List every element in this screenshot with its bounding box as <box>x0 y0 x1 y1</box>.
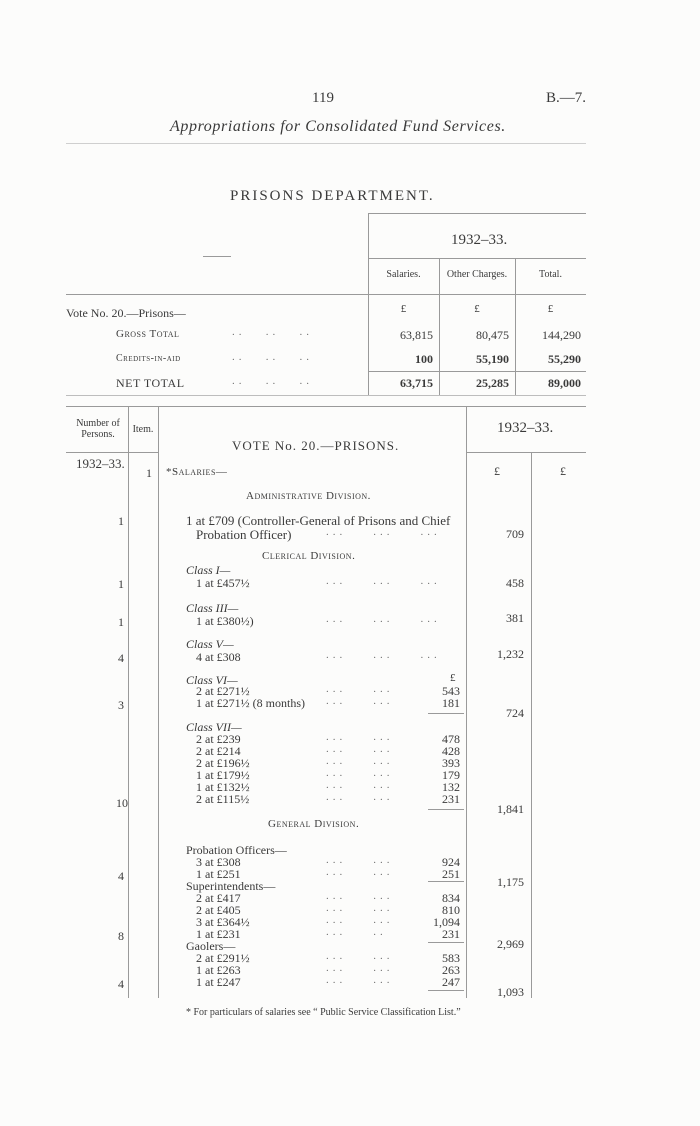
summary-col-salaries: Salaries. <box>386 269 421 280</box>
class-amount: 1,841 <box>497 802 524 816</box>
line-value: 132 <box>442 780 460 794</box>
summary-cell: 89,000 <box>548 376 581 390</box>
detail-year: 1932–33. <box>497 420 554 436</box>
summary-bottom-rule <box>66 395 586 396</box>
page-reference: B.—7. <box>546 90 587 106</box>
class-line: 1 at £132½ <box>196 780 250 794</box>
admin-division-heading: Administrative Division. <box>246 490 371 502</box>
class-persons: 4 <box>118 977 124 991</box>
detail-divider-item <box>158 406 159 998</box>
class-heading: Class VI— <box>186 673 238 687</box>
line-value: 810 <box>442 903 460 917</box>
class-amount: 724 <box>506 706 524 720</box>
class-line: 1 at £231 <box>196 927 241 941</box>
detail-head-rule-left <box>66 452 158 453</box>
summary-cell: 25,285 <box>476 376 509 390</box>
summary-currency-other: £ <box>474 303 480 315</box>
summary-cell: 55,190 <box>476 352 509 366</box>
group-heading: Gaolers— <box>186 939 236 953</box>
line-value: 543 <box>442 684 460 698</box>
detail-col-number: Number of Persons. <box>76 418 120 440</box>
class-line: 1 at £380½) <box>196 614 254 628</box>
leader-dots: ... ... <box>326 779 394 791</box>
group-heading: Superintendents— <box>186 879 276 893</box>
page-subtitle: Appropriations for Consolidated Fund Services. <box>170 118 506 135</box>
subtotal-currency: £ <box>450 672 456 684</box>
leader-dots: ... ... <box>326 743 394 755</box>
detail-divider-number <box>128 406 129 998</box>
leader-dots: ... .. <box>326 926 387 938</box>
class-persons: 4 <box>118 651 124 665</box>
line-value: 428 <box>442 744 460 758</box>
detail-currency-amount: £ <box>494 464 500 478</box>
leader-dots: ... ... <box>326 914 394 926</box>
detail-currency-total: £ <box>560 464 566 478</box>
class-line: 4 at £308 <box>196 650 241 664</box>
line-value: 179 <box>442 768 460 782</box>
class-amount: 1,175 <box>497 875 524 889</box>
header-rule <box>66 143 586 144</box>
page-number: 119 <box>312 90 334 106</box>
class-line: 2 at £196½ <box>196 756 250 770</box>
class-amount: 2,969 <box>497 937 524 951</box>
subtotal-rule <box>428 809 464 810</box>
summary-row-label: NET TOTAL <box>116 376 185 390</box>
class-line: 1 at £247 <box>196 975 241 989</box>
class-heading: Class V— <box>186 637 234 651</box>
line-value: 263 <box>442 963 460 977</box>
class-persons: 3 <box>118 698 124 712</box>
summary-net-rule <box>368 371 586 372</box>
line-value: 834 <box>442 891 460 905</box>
detail-salaries-label: *Salaries— <box>166 466 228 478</box>
footnote: * For particulars of salaries see “ Public Service Classification List.” <box>186 1007 461 1018</box>
class-persons: 8 <box>118 929 124 943</box>
summary-year-rule <box>368 258 586 259</box>
class-heading: Class I— <box>186 563 231 577</box>
class-line: 1 at £457½ <box>196 576 250 590</box>
summary-left-dash <box>203 256 231 257</box>
leader-dots: .. .. .. <box>232 351 313 363</box>
class-line: 1 at £271½ (8 months) <box>196 696 305 710</box>
leader-dots: .. .. .. <box>232 326 313 338</box>
class-line: 2 at £291½ <box>196 951 250 965</box>
class-persons: 1 <box>118 577 124 591</box>
detail-col-item: Item. <box>132 424 154 435</box>
detail-divider-totals <box>531 452 532 998</box>
detail-year-left: 1932–33. <box>76 456 125 471</box>
leader-dots: ... ... <box>326 791 394 803</box>
leader-dots: ... ... <box>326 890 394 902</box>
general-division-heading: General Division. <box>268 818 360 830</box>
admin-line: Probation Officer) <box>196 527 292 542</box>
class-amount: 381 <box>506 611 524 625</box>
leader-dots: ... ... <box>326 767 394 779</box>
leader-dots: ... ... ... <box>326 526 441 538</box>
class-amount: 1,232 <box>497 647 524 661</box>
class-line: 2 at £417 <box>196 891 241 905</box>
subtotal-rule <box>428 942 464 943</box>
summary-col-other-charges: Other Charges. <box>446 269 508 280</box>
summary-currency-salaries: £ <box>400 303 407 315</box>
class-line: 2 at £271½ <box>196 684 250 698</box>
summary-col-total: Total. <box>539 269 562 280</box>
leader-dots: ... ... <box>326 950 394 962</box>
clerical-division-heading: Clerical Division. <box>262 550 356 562</box>
class-line: 2 at £405 <box>196 903 241 917</box>
line-value: 1,094 <box>433 915 460 929</box>
line-value: 251 <box>442 867 460 881</box>
summary-cell: 63,815 <box>400 328 433 342</box>
line-value: 247 <box>442 975 460 989</box>
line-value: 393 <box>442 756 460 770</box>
line-value: 231 <box>442 792 460 806</box>
class-line: 1 at £263 <box>196 963 241 977</box>
detail-divider-amounts <box>466 406 467 998</box>
leader-dots: ... ... <box>326 902 394 914</box>
summary-head-rule <box>66 294 586 295</box>
summary-cell: 80,475 <box>476 328 509 342</box>
class-line: 3 at £364½ <box>196 915 250 929</box>
detail-vote-title: VOTE No. 20.—PRISONS. <box>232 438 400 453</box>
leader-dots: ... ... <box>326 974 394 986</box>
detail-year-rule <box>466 452 586 453</box>
class-persons: 10 <box>116 796 128 810</box>
class-line: 2 at £239 <box>196 732 241 746</box>
leader-dots: ... ... <box>326 854 394 866</box>
leader-dots: ... ... <box>326 962 394 974</box>
class-heading: Class III— <box>186 601 239 615</box>
summary-cell: 63,715 <box>400 376 433 390</box>
leader-dots: ... ... <box>326 683 394 695</box>
class-line: 1 at £251 <box>196 867 241 881</box>
summary-row-label: Gross Total <box>116 328 180 340</box>
summary-row-label: Credits-in-aid <box>116 353 181 364</box>
class-line: 2 at £214 <box>196 744 241 758</box>
leader-dots: ... ... <box>326 755 394 767</box>
leader-dots: ... ... <box>326 866 394 878</box>
summary-top-rule <box>368 213 586 214</box>
group-heading: Probation Officers— <box>186 843 287 857</box>
class-line: 1 at £179½ <box>196 768 250 782</box>
line-value: 583 <box>442 951 460 965</box>
leader-dots: ... ... <box>326 695 394 707</box>
summary-cell: 100 <box>415 352 433 366</box>
leader-dots: ... ... ... <box>326 613 441 625</box>
line-value: 478 <box>442 732 460 746</box>
admin-persons: 1 <box>118 514 124 528</box>
admin-amount: 709 <box>506 527 524 541</box>
leader-dots: ... ... <box>326 731 394 743</box>
detail-top-rule <box>66 406 586 407</box>
summary-currency-total: £ <box>547 303 554 315</box>
line-value: 924 <box>442 855 460 869</box>
class-line: 2 at £115½ <box>196 792 250 806</box>
department-title: PRISONS DEPARTMENT. <box>230 188 435 204</box>
leader-dots: ... ... ... <box>326 649 441 661</box>
class-heading: Class VII— <box>186 720 242 734</box>
summary-vote-label: Vote No. 20.—Prisons— <box>66 306 186 320</box>
subtotal-rule <box>428 990 464 991</box>
subtotal-rule <box>428 713 464 714</box>
class-persons: 1 <box>118 615 124 629</box>
line-value: 231 <box>442 927 460 941</box>
detail-item-number: 1 <box>146 466 152 480</box>
line-value: 181 <box>442 696 460 710</box>
summary-cell: 55,290 <box>548 352 581 366</box>
summary-year: 1932–33. <box>451 232 508 248</box>
class-amount: 458 <box>506 576 524 590</box>
leader-dots: .. .. .. <box>232 375 313 387</box>
class-persons: 4 <box>118 869 124 883</box>
admin-line: 1 at £709 (Controller-General of Prisons and Chief <box>186 513 451 528</box>
class-line: 3 at £308 <box>196 855 241 869</box>
subtotal-rule <box>428 881 464 882</box>
summary-cell: 144,290 <box>542 328 581 342</box>
class-amount: 1,093 <box>497 985 524 999</box>
leader-dots: ... ... ... <box>326 575 441 587</box>
